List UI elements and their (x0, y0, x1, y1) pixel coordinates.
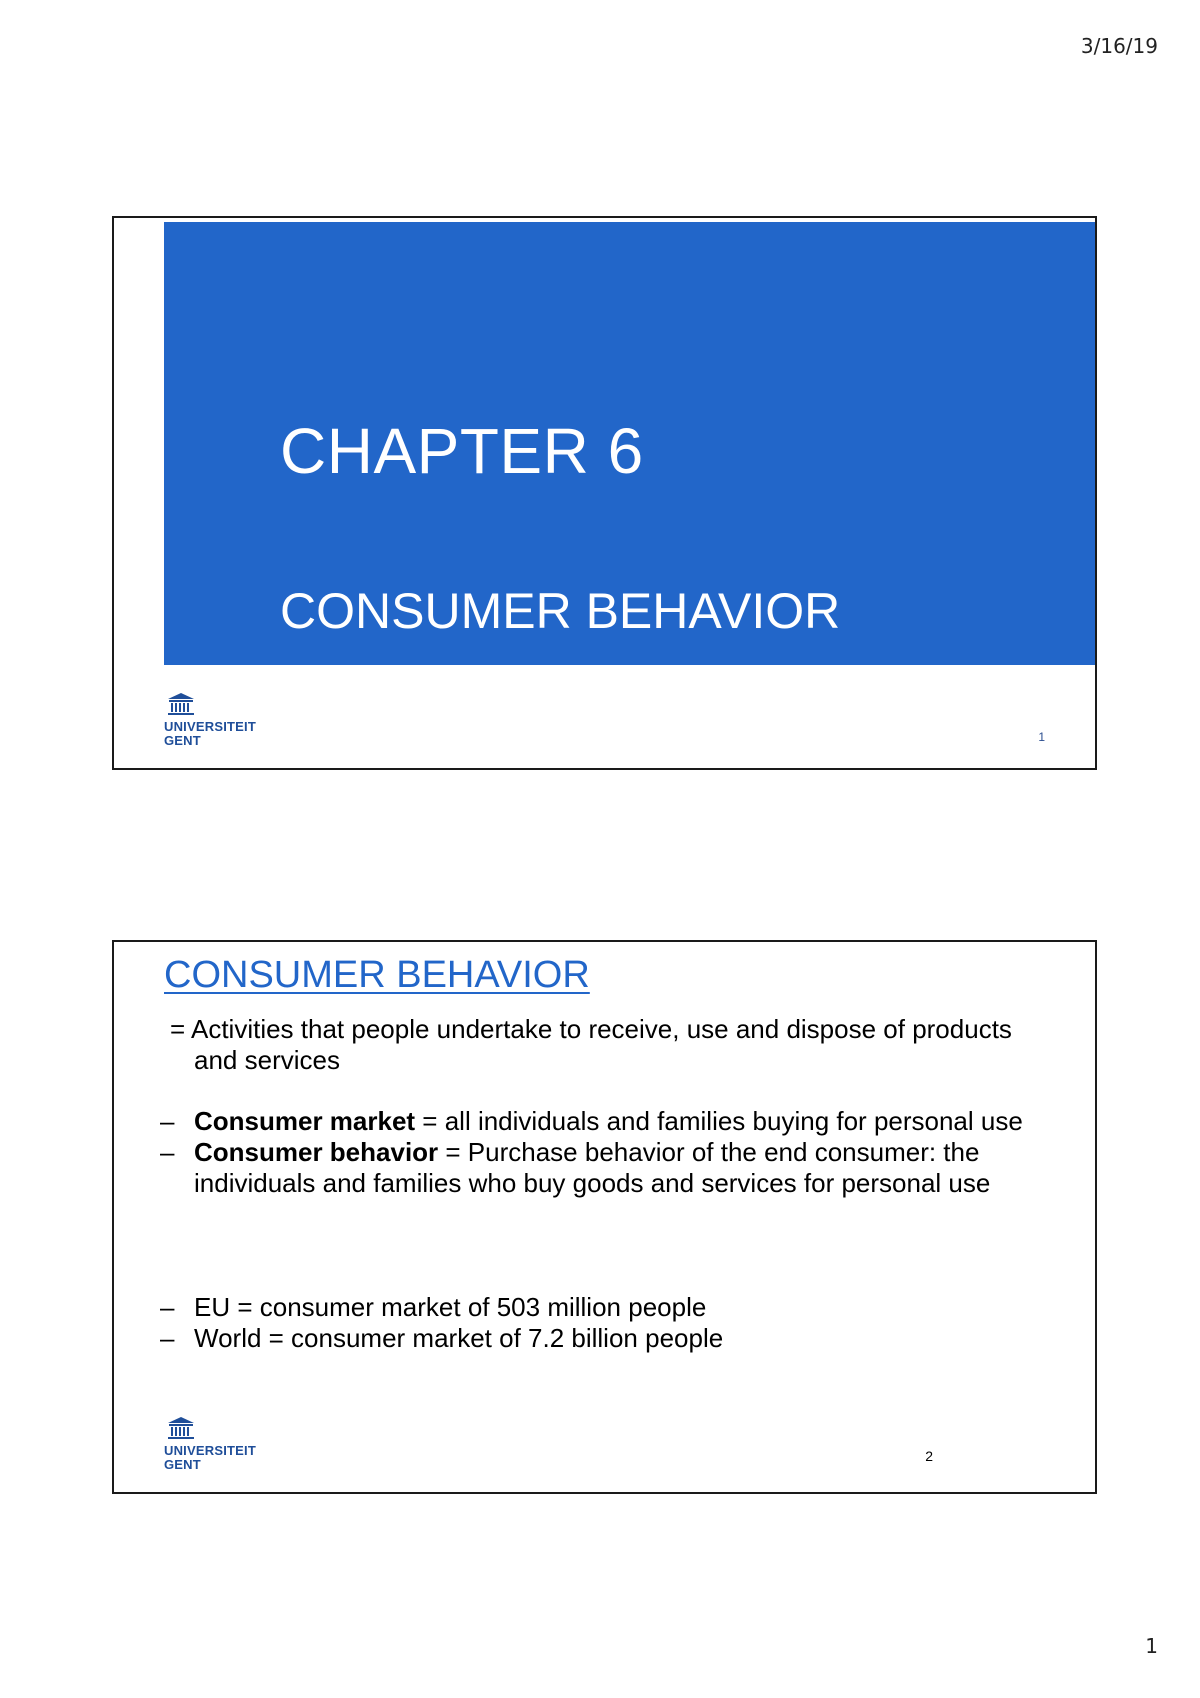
slide-title: CONSUMER BEHAVIOR (164, 954, 590, 996)
bullet-marker: – (160, 1292, 175, 1322)
bullet-list-markets (160, 1292, 1040, 1354)
building-icon (167, 1416, 195, 1440)
logo-line2: GENT (164, 733, 201, 748)
bullet-text: EU = consumer market of 503 million people (194, 1292, 707, 1322)
bullet-text: World = consumer market of 7.2 billion people (194, 1323, 724, 1353)
slide-number: 2 (925, 1448, 933, 1464)
slide-1 (112, 216, 1097, 770)
chapter-title: CHAPTER 6 (280, 415, 644, 487)
page-date: 3/16/19 (1080, 34, 1158, 58)
bullet-marker: – (160, 1106, 175, 1136)
bullet-term: Consumer market (194, 1106, 416, 1136)
logo-text (164, 720, 254, 748)
list-item (160, 1292, 1040, 1323)
bullet-marker: – (160, 1323, 175, 1353)
logo-line1: UNIVERSITEIT (164, 719, 256, 734)
bullet-term: Consumer behavior (194, 1137, 439, 1167)
slide-2 (112, 940, 1097, 1494)
logo-line1: UNIVERSITEIT (164, 1443, 256, 1458)
bullet-text: = Purchase behavior of the end consumer: the individuals and families who buy goods and services for personal use (194, 1137, 991, 1198)
bullet-marker: – (160, 1137, 175, 1167)
definition-text: = Activities that people undertake to receive, use and dispose of products and services (170, 1014, 1012, 1075)
list-item (160, 1106, 1040, 1137)
list-item (160, 1323, 1040, 1354)
chapter-subtitle: CONSUMER BEHAVIOR (280, 583, 841, 639)
logo-text (164, 1444, 254, 1472)
bullet-list-definitions (160, 1106, 1040, 1199)
university-logo (164, 692, 254, 748)
list-item (160, 1137, 1040, 1199)
page-number: 1 (1145, 1634, 1158, 1658)
slide-number: 1 (1038, 730, 1045, 744)
university-logo (164, 1416, 254, 1472)
building-icon (167, 692, 195, 716)
bullet-text: = all individuals and families buying for personal use (415, 1106, 1023, 1136)
logo-line2: GENT (164, 1457, 201, 1472)
